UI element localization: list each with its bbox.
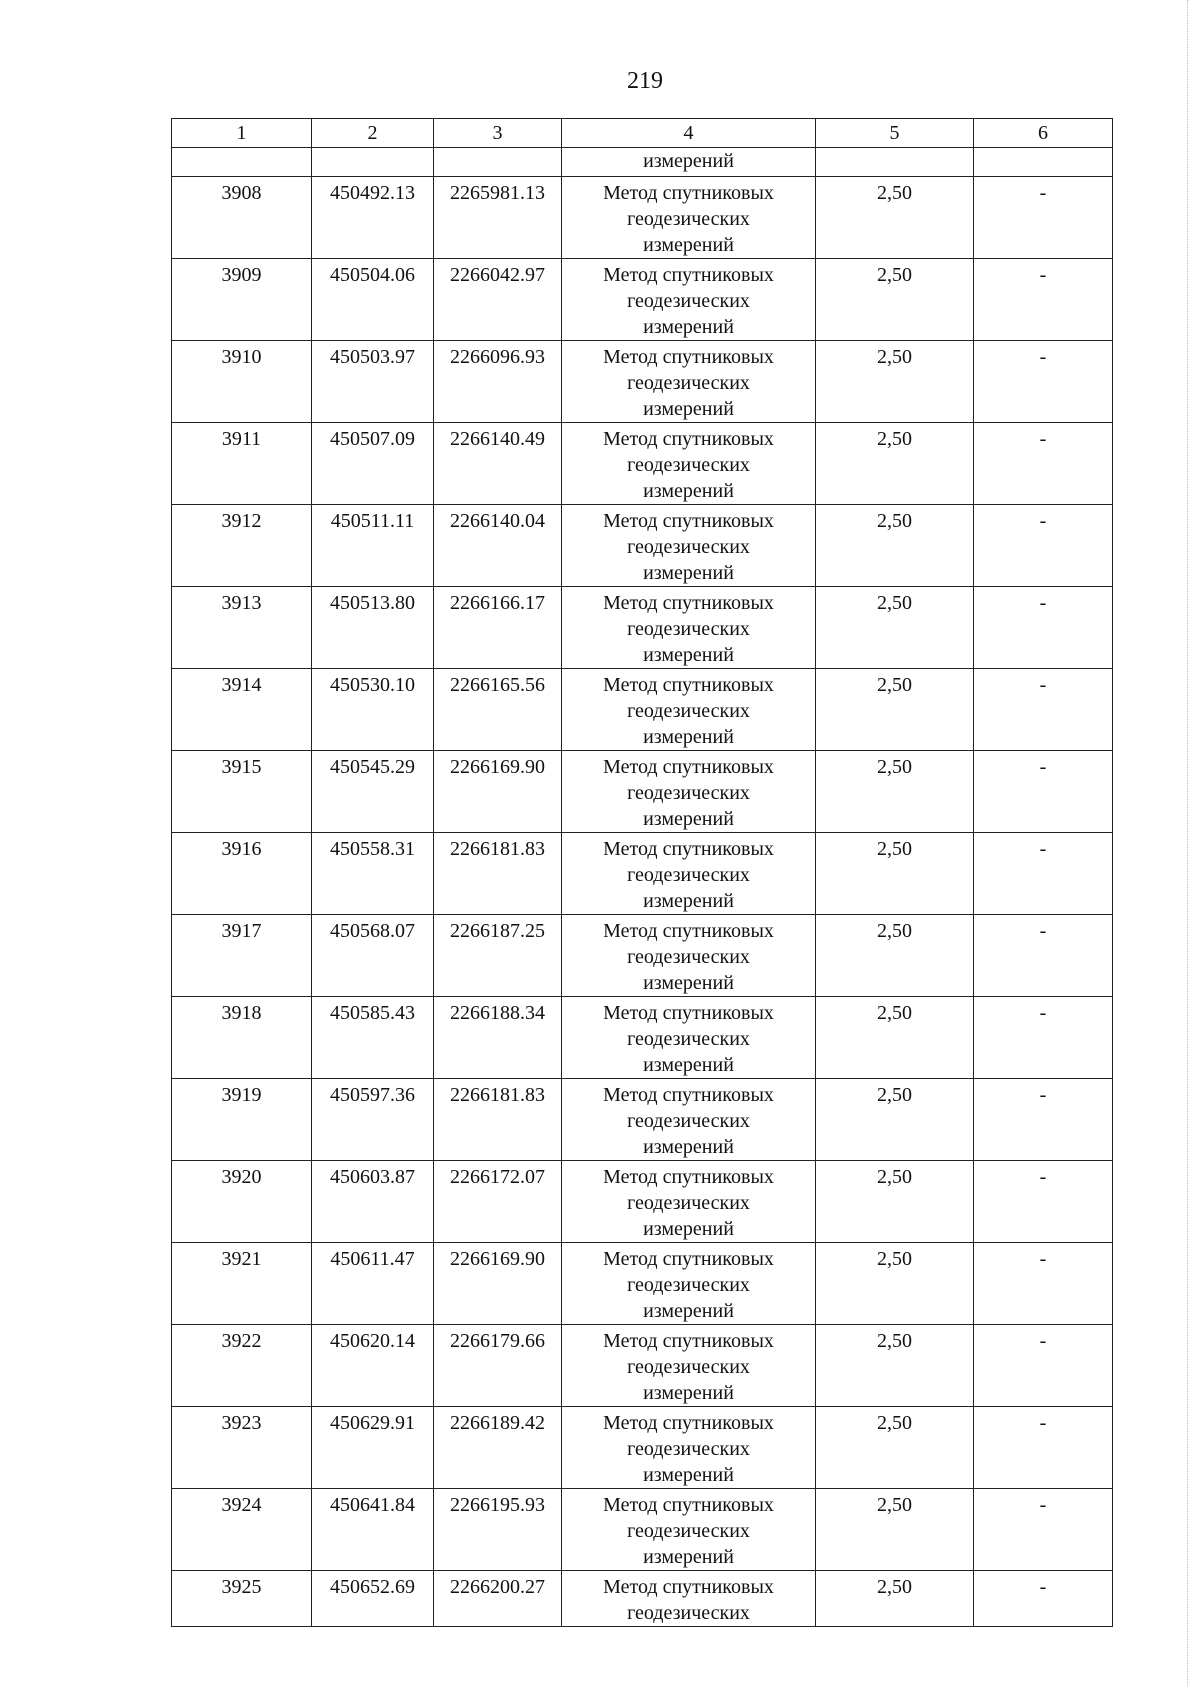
accuracy-cell: 2,50: [816, 177, 974, 259]
method-text-line: геодезических: [627, 946, 750, 968]
method-text-line: измерений: [643, 1464, 734, 1486]
accuracy-cell: 2,50: [816, 1161, 974, 1243]
method-text-line: измерений: [643, 562, 734, 584]
method-text-line: Метод спутниковых: [603, 1166, 774, 1188]
y-coordinate-cell: 2266195.93: [434, 1489, 562, 1571]
x-coordinate-cell: 450513.80: [312, 587, 434, 669]
method-text-line: измерений: [643, 398, 734, 420]
method-text-line: геодезических: [627, 1028, 750, 1050]
method-text-line: геодезических: [627, 208, 750, 230]
y-coordinate-cell: 2266169.90: [434, 751, 562, 833]
method-text-line: геодезических: [627, 1520, 750, 1542]
method-text-line: Метод спутниковых: [603, 1412, 774, 1434]
y-coordinate-cell: 2266042.97: [434, 259, 562, 341]
point-number-cell: 3921: [172, 1243, 312, 1325]
point-number-cell: 3919: [172, 1079, 312, 1161]
note-cell: -: [974, 1489, 1113, 1571]
point-number-cell: 3915: [172, 751, 312, 833]
table-row: [172, 751, 1113, 833]
table-row: [172, 1161, 1113, 1243]
x-coordinate-cell: 450603.87: [312, 1161, 434, 1243]
x-coordinate-cell: 450629.91: [312, 1407, 434, 1489]
accuracy-cell: 2,50: [816, 833, 974, 915]
y-coordinate-cell: 2266187.25: [434, 915, 562, 997]
note-cell: -: [974, 259, 1113, 341]
y-coordinate-cell: 2266188.34: [434, 997, 562, 1079]
method-text-line: измерений: [643, 644, 734, 666]
table-cell: [974, 148, 1113, 177]
table-row: [172, 1243, 1113, 1325]
method-text-line: Метод спутниковых: [603, 1084, 774, 1106]
table-row: [172, 833, 1113, 915]
method-text-line: геодезических: [627, 1356, 750, 1378]
point-number-cell: 3908: [172, 177, 312, 259]
method-text-line: измерений: [643, 808, 734, 830]
x-coordinate-cell: 450597.36: [312, 1079, 434, 1161]
note-cell: -: [974, 669, 1113, 751]
accuracy-cell: 2,50: [816, 505, 974, 587]
x-coordinate-cell: 450507.09: [312, 423, 434, 505]
method-text-line: геодезических: [627, 864, 750, 886]
method-cell: [562, 915, 816, 997]
y-coordinate-cell: 2266166.17: [434, 587, 562, 669]
x-coordinate-cell: 450504.06: [312, 259, 434, 341]
point-number-cell: 3914: [172, 669, 312, 751]
method-text-line: Метод спутниковых: [603, 838, 774, 860]
table-row: [172, 1325, 1113, 1407]
accuracy-cell: 2,50: [816, 1243, 974, 1325]
note-cell: -: [974, 1161, 1113, 1243]
accuracy-cell: 2,50: [816, 1325, 974, 1407]
y-coordinate-cell: 2266140.49: [434, 423, 562, 505]
note-cell: -: [974, 1079, 1113, 1161]
note-cell: -: [974, 915, 1113, 997]
method-text-line: Метод спутниковых: [603, 756, 774, 778]
method-text-line: геодезических: [627, 700, 750, 722]
method-cell: [562, 423, 816, 505]
method-cell: [562, 997, 816, 1079]
method-cell: [562, 1489, 816, 1571]
method-cell: [562, 587, 816, 669]
x-coordinate-cell: 450620.14: [312, 1325, 434, 1407]
y-coordinate-cell: 2266169.90: [434, 1243, 562, 1325]
note-cell: -: [974, 587, 1113, 669]
method-text-line: геодезических: [627, 290, 750, 312]
method-text-line: геодезических: [627, 372, 750, 394]
point-number-cell: 3909: [172, 259, 312, 341]
note-cell: -: [974, 177, 1113, 259]
column-header: 3: [434, 119, 562, 148]
method-cell: [562, 833, 816, 915]
x-coordinate-cell: 450511.11: [312, 505, 434, 587]
method-text-line: геодезических: [627, 536, 750, 558]
method-text-line: Метод спутниковых: [603, 1002, 774, 1024]
accuracy-cell: 2,50: [816, 669, 974, 751]
method-text-line: геодезических: [627, 782, 750, 804]
table-cell: [172, 148, 312, 177]
continuation-text: измерений: [562, 148, 816, 177]
method-text-line: измерений: [643, 1054, 734, 1076]
method-cell: [562, 177, 816, 259]
accuracy-cell: 2,50: [816, 751, 974, 833]
column-header: 1: [172, 119, 312, 148]
method-text-line: Метод спутниковых: [603, 920, 774, 942]
accuracy-cell: 2,50: [816, 587, 974, 669]
method-cell: [562, 1571, 816, 1627]
method-cell: [562, 1161, 816, 1243]
method-text-line: Метод спутниковых: [603, 1576, 774, 1598]
method-text-line: Метод спутниковых: [603, 1330, 774, 1352]
table-row: [172, 1571, 1113, 1627]
table-row: [172, 1079, 1113, 1161]
y-coordinate-cell: 2266181.83: [434, 833, 562, 915]
column-header: 5: [816, 119, 974, 148]
table-cell: [816, 148, 974, 177]
accuracy-cell: 2,50: [816, 423, 974, 505]
x-coordinate-cell: 450545.29: [312, 751, 434, 833]
y-coordinate-cell: 2266140.04: [434, 505, 562, 587]
x-coordinate-cell: 450492.13: [312, 177, 434, 259]
table-row: [172, 915, 1113, 997]
point-number-cell: 3923: [172, 1407, 312, 1489]
method-text-line: геодезических: [627, 1192, 750, 1214]
page-number: 219: [627, 68, 663, 94]
table-row: [172, 259, 1113, 341]
accuracy-cell: 2,50: [816, 1079, 974, 1161]
method-cell: [562, 1407, 816, 1489]
accuracy-cell: 2,50: [816, 341, 974, 423]
y-coordinate-cell: 2265981.13: [434, 177, 562, 259]
accuracy-cell: 2,50: [816, 1407, 974, 1489]
y-coordinate-cell: 2266096.93: [434, 341, 562, 423]
point-number-cell: 3920: [172, 1161, 312, 1243]
accuracy-cell: 2,50: [816, 997, 974, 1079]
x-coordinate-cell: 450652.69: [312, 1571, 434, 1627]
x-coordinate-cell: 450585.43: [312, 997, 434, 1079]
x-coordinate-cell: 450503.97: [312, 341, 434, 423]
method-text-line: измерений: [643, 1382, 734, 1404]
coordinates-table: [171, 118, 1113, 1627]
method-cell: [562, 751, 816, 833]
method-text-line: Метод спутниковых: [603, 182, 774, 204]
table-row: [172, 505, 1113, 587]
point-number-cell: 3913: [172, 587, 312, 669]
method-text-line: Метод спутниковых: [603, 346, 774, 368]
continuation-row: [172, 148, 1113, 177]
method-cell: [562, 505, 816, 587]
method-text-line: Метод спутниковых: [603, 674, 774, 696]
method-text-line: Метод спутниковых: [603, 1494, 774, 1516]
note-cell: -: [974, 833, 1113, 915]
x-coordinate-cell: 450558.31: [312, 833, 434, 915]
y-coordinate-cell: 2266172.07: [434, 1161, 562, 1243]
method-text-line: измерений: [643, 316, 734, 338]
x-coordinate-cell: 450641.84: [312, 1489, 434, 1571]
table-row: [172, 177, 1113, 259]
note-cell: -: [974, 1243, 1113, 1325]
method-text-line: измерений: [643, 1218, 734, 1240]
method-text-line: Метод спутниковых: [603, 1248, 774, 1270]
column-header: 2: [312, 119, 434, 148]
method-text-line: геодезических: [627, 454, 750, 476]
x-coordinate-cell: 450530.10: [312, 669, 434, 751]
table-row: [172, 1407, 1113, 1489]
note-cell: -: [974, 751, 1113, 833]
note-cell: -: [974, 341, 1113, 423]
method-cell: [562, 1243, 816, 1325]
method-text-line: измерений: [643, 726, 734, 748]
method-cell: [562, 1079, 816, 1161]
method-cell: [562, 259, 816, 341]
method-text-line: измерений: [643, 1300, 734, 1322]
accuracy-cell: 2,50: [816, 259, 974, 341]
y-coordinate-cell: 2266181.83: [434, 1079, 562, 1161]
method-text-line: измерений: [643, 972, 734, 994]
note-cell: -: [974, 423, 1113, 505]
method-cell: [562, 341, 816, 423]
method-text-line: измерений: [643, 234, 734, 256]
x-coordinate-cell: 450611.47: [312, 1243, 434, 1325]
table-row: [172, 669, 1113, 751]
method-cell: [562, 669, 816, 751]
y-coordinate-cell: 2266200.27: [434, 1571, 562, 1627]
table-row: [172, 997, 1113, 1079]
method-text-line: измерений: [643, 1136, 734, 1158]
method-text-line: Метод спутниковых: [603, 264, 774, 286]
x-coordinate-cell: 450568.07: [312, 915, 434, 997]
table-cell: [312, 148, 434, 177]
table-row: [172, 1489, 1113, 1571]
accuracy-cell: 2,50: [816, 915, 974, 997]
column-header: 4: [562, 119, 816, 148]
note-cell: -: [974, 997, 1113, 1079]
table-cell: [434, 148, 562, 177]
note-cell: -: [974, 1571, 1113, 1627]
note-cell: -: [974, 505, 1113, 587]
y-coordinate-cell: 2266165.56: [434, 669, 562, 751]
method-text-line: геодезических: [627, 1602, 750, 1624]
point-number-cell: 3910: [172, 341, 312, 423]
point-number-cell: 3918: [172, 997, 312, 1079]
page-edge-line: [1186, 0, 1188, 1686]
note-cell: -: [974, 1407, 1113, 1489]
point-number-cell: 3925: [172, 1571, 312, 1627]
y-coordinate-cell: 2266179.66: [434, 1325, 562, 1407]
method-cell: [562, 1325, 816, 1407]
point-number-cell: 3912: [172, 505, 312, 587]
point-number-cell: 3916: [172, 833, 312, 915]
method-text-line: геодезических: [627, 618, 750, 640]
method-text-line: измерений: [643, 480, 734, 502]
table-row: [172, 587, 1113, 669]
point-number-cell: 3911: [172, 423, 312, 505]
method-text-line: измерений: [643, 890, 734, 912]
table-header-row: [172, 119, 1113, 148]
note-cell: -: [974, 1325, 1113, 1407]
method-text-line: Метод спутниковых: [603, 592, 774, 614]
method-text-line: геодезических: [627, 1110, 750, 1132]
method-text-line: геодезических: [627, 1274, 750, 1296]
column-header: 6: [974, 119, 1113, 148]
y-coordinate-cell: 2266189.42: [434, 1407, 562, 1489]
method-text-line: измерений: [643, 1546, 734, 1568]
method-text-line: геодезических: [627, 1438, 750, 1460]
point-number-cell: 3917: [172, 915, 312, 997]
point-number-cell: 3922: [172, 1325, 312, 1407]
point-number-cell: 3924: [172, 1489, 312, 1571]
accuracy-cell: 2,50: [816, 1571, 974, 1627]
table-row: [172, 423, 1113, 505]
table-row: [172, 341, 1113, 423]
method-text-line: Метод спутниковых: [603, 428, 774, 450]
method-text-line: Метод спутниковых: [603, 510, 774, 532]
accuracy-cell: 2,50: [816, 1489, 974, 1571]
